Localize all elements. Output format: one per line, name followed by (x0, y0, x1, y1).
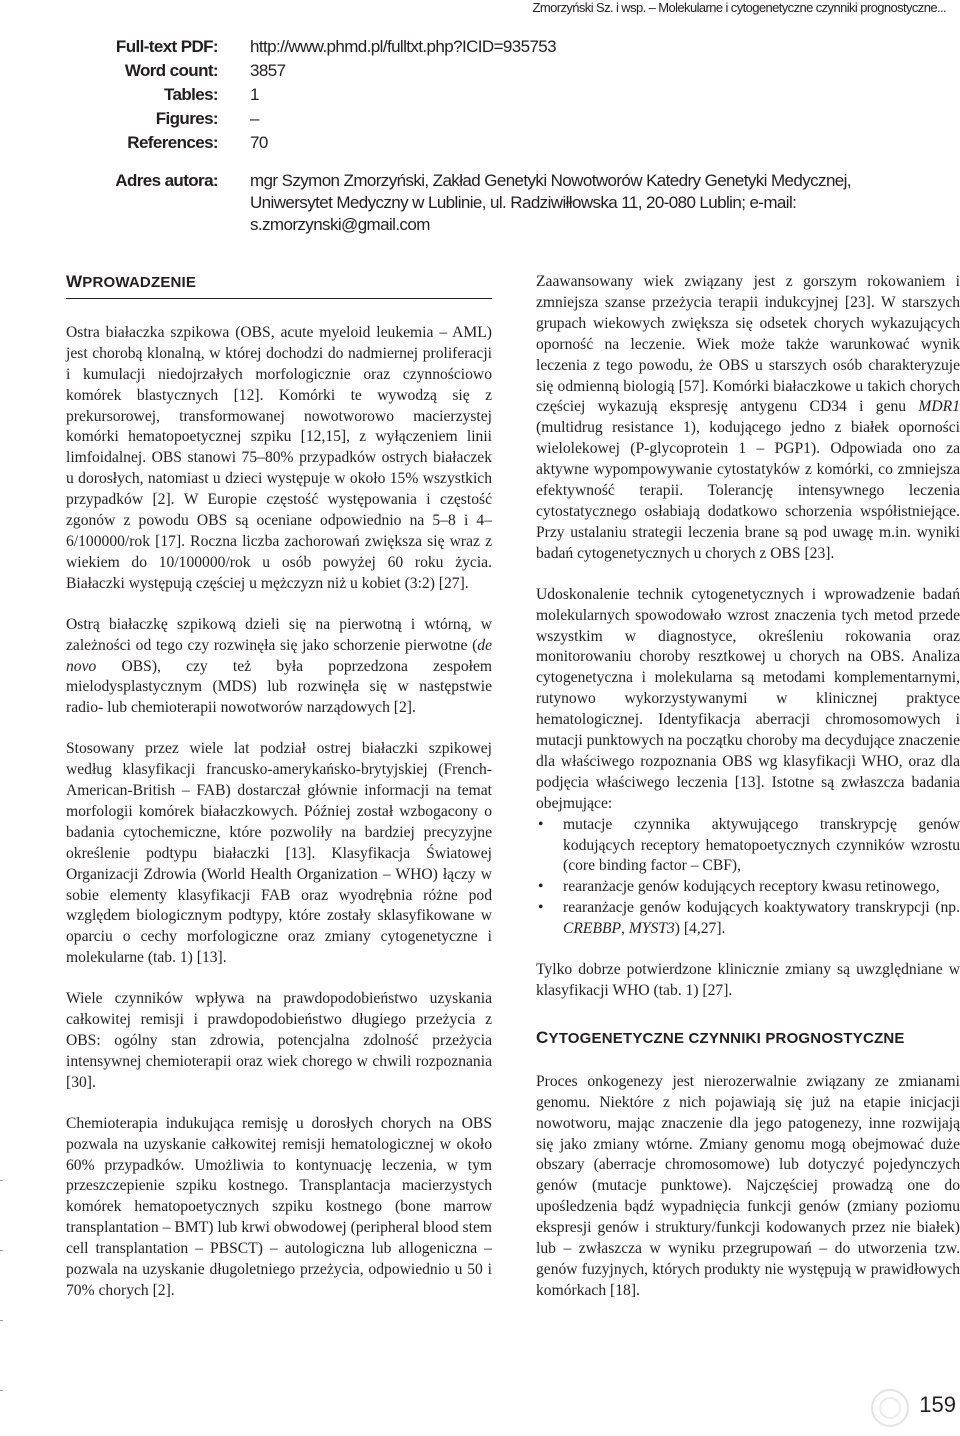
meta-fulltext (0, 36, 960, 60)
meta-value: – (250, 109, 259, 128)
paragraph (66, 615, 492, 720)
meta-word-count (0, 60, 960, 84)
text: ) [4,27]. (674, 920, 726, 938)
text: mutacje czynnika aktywującego transkrypcję genów kodujących receptory hematopoetycznych czynników wzrostu (core binding factor – CBF), (563, 815, 960, 875)
margin-mark (0, 1180, 3, 1181)
meta-label: Tables: (163, 85, 218, 104)
paragraph (66, 1114, 492, 1302)
text: OBS), czy też była poprzedzona zespołem mielodysplastycznym (MDS) lub rozwinęła się w następstwie radio- lub chemioterapii nowotworów narządowych [2]. (66, 657, 492, 717)
meta-label: References: (127, 133, 218, 152)
meta-label: Full-text PDF: (115, 37, 218, 56)
heading-initial: W (66, 272, 83, 291)
text: (multidrug resistance 1), kodującego jedno z białek oporności wielolekowej (P-glycoprotein 1 – PGP1). Odpowiada ono za aktywne wypompowywanie cytostatyków z komórki, co zmniejsza efektywność terapii. Tolerancję intensywnego leczenia cytostatycznego osłabiają dodatkowo schorzenia współistniejące. Przy ustalaniu strategii leczenia brane są pod uwagę m.in. wyniki badań cytogenetycznych u chorych z OBS [23]. (536, 419, 960, 562)
margin-mark (0, 1250, 3, 1251)
meta-value: 70 (250, 133, 268, 152)
section-heading-cytogenetic (536, 1028, 960, 1054)
text: rearanżacje genów kodujących koaktywatory transkrypcji (np. (563, 899, 960, 917)
meta-label: Adres autora: (115, 171, 218, 190)
article-metadata (0, 36, 960, 234)
text: Proces onkogenezy jest nierozerwalnie związany ze zmianami genomu. Niektóre z nich pojawiają się już na etapie inicjacji nowotworu, mając znaczenie dla jego patogenezy, inne rozwijają się jako zmiany wtórne. Zmiany genomu mogą obejmować duże obszary (aberracje chromosomowe) lub dotyczyć pojedynczych genów (mutacje punktowe). Najczęściej prowadzą one do upośledzenia bądź wypadnięcia funkcji genów (zmiany poziomu ekspresji genów i struktury/funkcji kodowanych przez nie białek) lub – zwłaszcza w wyniku przegrupowań – do utworzenia tzw. genów fuzyjnych, których produkty nie występują w prawidłowych komórkach [18]. (536, 1072, 960, 1299)
heading-initial: C (536, 1027, 549, 1047)
left-column (66, 272, 492, 1322)
fulltext-link[interactable]: http://www.phmd.pl/fulltxt.php?ICID=935753 (250, 37, 557, 56)
text: Ostra białaczka szpikowa (OBS, acute myeloid leukemia – AML) jest chorobą klonalną, w której dochodzi do nadmiernej proliferacji i kumulacji niedojrzałych morfologicznie oraz czynnościowo komórek blastycznych [12]. Komórki te wywodzą się z prekursorowej, transformowanej nowotworowo macierzystej komórki hematopoetycznej szpiku [12,15], z wyłączeniem linii limfoidalnej. OBS stanowi 75–80% przypadków ostrych białaczek u dorosłych, natomiast u dzieci występuje w około 15% wszystkich przypadków [2]. W Europie częstość występowania i częstość zgonów z powodu OBS są oceniane odpowiednio na 5–8 i 4–6/100000/rok [17]. Roczna liczba zachorowań zwiększa się wraz z wiekiem do 10/100000/rok u osób powyżej 60 roku życia. Białaczki występują częściej u mężczyzn niż u kobiet (3:2) [27]. (66, 323, 492, 592)
list-item (536, 877, 960, 898)
italic-term: CREBBP (563, 920, 622, 938)
margin-mark (0, 1320, 3, 1321)
meta-label: Word count: (124, 61, 218, 80)
meta-value: 3857 (250, 61, 286, 80)
journal-logo-icon (870, 1388, 910, 1428)
section-heading-introduction (66, 272, 492, 299)
right-column (536, 272, 960, 1322)
paragraph (536, 585, 960, 815)
page-number: 159 (919, 1392, 956, 1417)
paragraph (536, 960, 960, 1002)
text: Ostrą białaczkę szpikową dzieli się na pierwotną i wtórną, w zależności od tego czy rozwinęła się jako schorzenie pierwotne ( (66, 615, 492, 654)
meta-references (0, 132, 960, 156)
meta-label: Figures: (155, 109, 218, 128)
margin-mark (0, 1390, 3, 1391)
bullet-list (536, 815, 960, 940)
text: Chemioterapia indukująca remisję u dorosłych chorych na OBS pozwala na uzyskanie całkowitej remisji hematologicznej w około 60% przypadków. Umożliwia to kontynuację leczenia, w tym przeszczepienie szpiku kostnego. Transplantacja macierzystych komórek hematopoetycznych szpiku kostnego (bone marrow transplantation – BMT) lub krwi obwodowej (peripheral blood stem cell transplantation – PBSCT) – autologiczna lub allogeniczna – pozwala na uzyskanie długoletniego przeżycia, odpowiednio u 50 i 70% chorych [2]. (66, 1114, 492, 1299)
paragraph (536, 272, 960, 565)
text: Wiele czynników wpływa na prawdopodobieństwo uzyskania całkowitej remisji i prawdopodobieństwo długiego przeżycia z OBS: ogólny stan zdrowia, potencjalna zdolność przeżycia intensywnej chemioterapii oraz wiek chorego w chwili rozpoznania [30]. (66, 990, 492, 1091)
meta-author-address (0, 170, 960, 234)
meta-tables (0, 84, 960, 108)
italic-term: MYST3 (628, 920, 675, 938)
list-item (536, 815, 960, 878)
author-address: mgr Szymon Zmorzyński, Zakład Genetyki Nowotworów Katedry Genetyki Medycznej, Uniwersytet Medyczny w Lublinie, ul. Radziwiłłowska 11, 20-080 Lublin; e-mail: s.zmorzynski@gmail.com (250, 171, 851, 234)
text: Udoskonalenie technik cytogenetycznych i wprowadzenie badań molekularnych spowodowało wzrost znaczenia tych metod przede wszystkim w diagnostyce, określeniu rokowania oraz monitorowaniu choroby resztkowej u chorych na OBS. Analiza cytogenetyczna i molekularna są metodami komplementarnymi, rutynowo wykorzystywanymi w klinicznej praktyce hematologicznej. Identyfikacja aberracji chromosomowych i mutacji punktowych na początku choroby ma decydujące znaczenie dla właściwego rozpoznania OBS wg klasyfikacji WHO, oraz dla podjęcia właściwego leczenia [13]. Istotne są zwłaszcza badania obejmujące: (536, 585, 960, 812)
text: Tylko dobrze potwierdzone klinicznie zmiany są uwzględniane w klasyfikacji WHO (tab. 1) [27]. (536, 961, 960, 999)
meta-value: 1 (250, 85, 259, 104)
heading-rest: YTOGENETYCZNE CZYNNIKI PROGNOSTYCZNE (548, 1029, 905, 1047)
running-head: Zmorzyński Sz. i wsp. – Molekularne i cytogenetyczne czynniki prognostyczne... (532, 0, 946, 15)
paragraph (536, 1072, 960, 1302)
text: Stosowany przez wiele lat podział ostrej białaczki szpikowej według klasyfikacji francusko-amerykańsko-brytyjskiej (French-American-British – FAB) dostarczał głównie informacji na temat morfologii komórek białaczkowych. Później został wzbogacony o badania cytochemiczne, które pozwoliły na bardziej precyzyjne określenie podtypu białaczki [13]. Klasyfikacja Światowej Organizacji Zdrowia (World Health Organization – WHO) łączy w sobie elementy klasyfikacji FAB oraz wyodrębnia różne pod względem biologicznym podtypy, które zostały sklasyfikowane w oparciu o cechy morfologiczne oraz zmiany cytogenetyczne i molekularne (tab. 1) [13]. (66, 740, 492, 967)
list-item (536, 898, 960, 940)
text: Zaawansowany wiek związany jest z gorszym rokowaniem i zmniejsza szanse przeżycia terapii indukcyjnej [23]. W starszych grupach wiekowych zwiększa się odsetek chorych wykazujących oporność na leczenie. Wiek może także warunkować wynik leczenia z tego powodu, że OBS u starszych osób charakteryzuje się odmienną biologią [57]. Komórki białaczkowe u takich chorych częściej wykazują ekspresję antygenu CD34 i genu (536, 273, 960, 416)
heading-rest: PROWADZENIE (82, 274, 197, 291)
paragraph (66, 989, 492, 1094)
italic-term: MDR1 (918, 398, 960, 416)
text: , (621, 920, 629, 938)
paragraph (66, 739, 492, 969)
paragraph (66, 323, 492, 595)
italic-term: de novo (66, 636, 492, 675)
text: rearanżacje genów kodujących receptory kwasu retinowego, (563, 878, 940, 896)
meta-figures (0, 108, 960, 132)
